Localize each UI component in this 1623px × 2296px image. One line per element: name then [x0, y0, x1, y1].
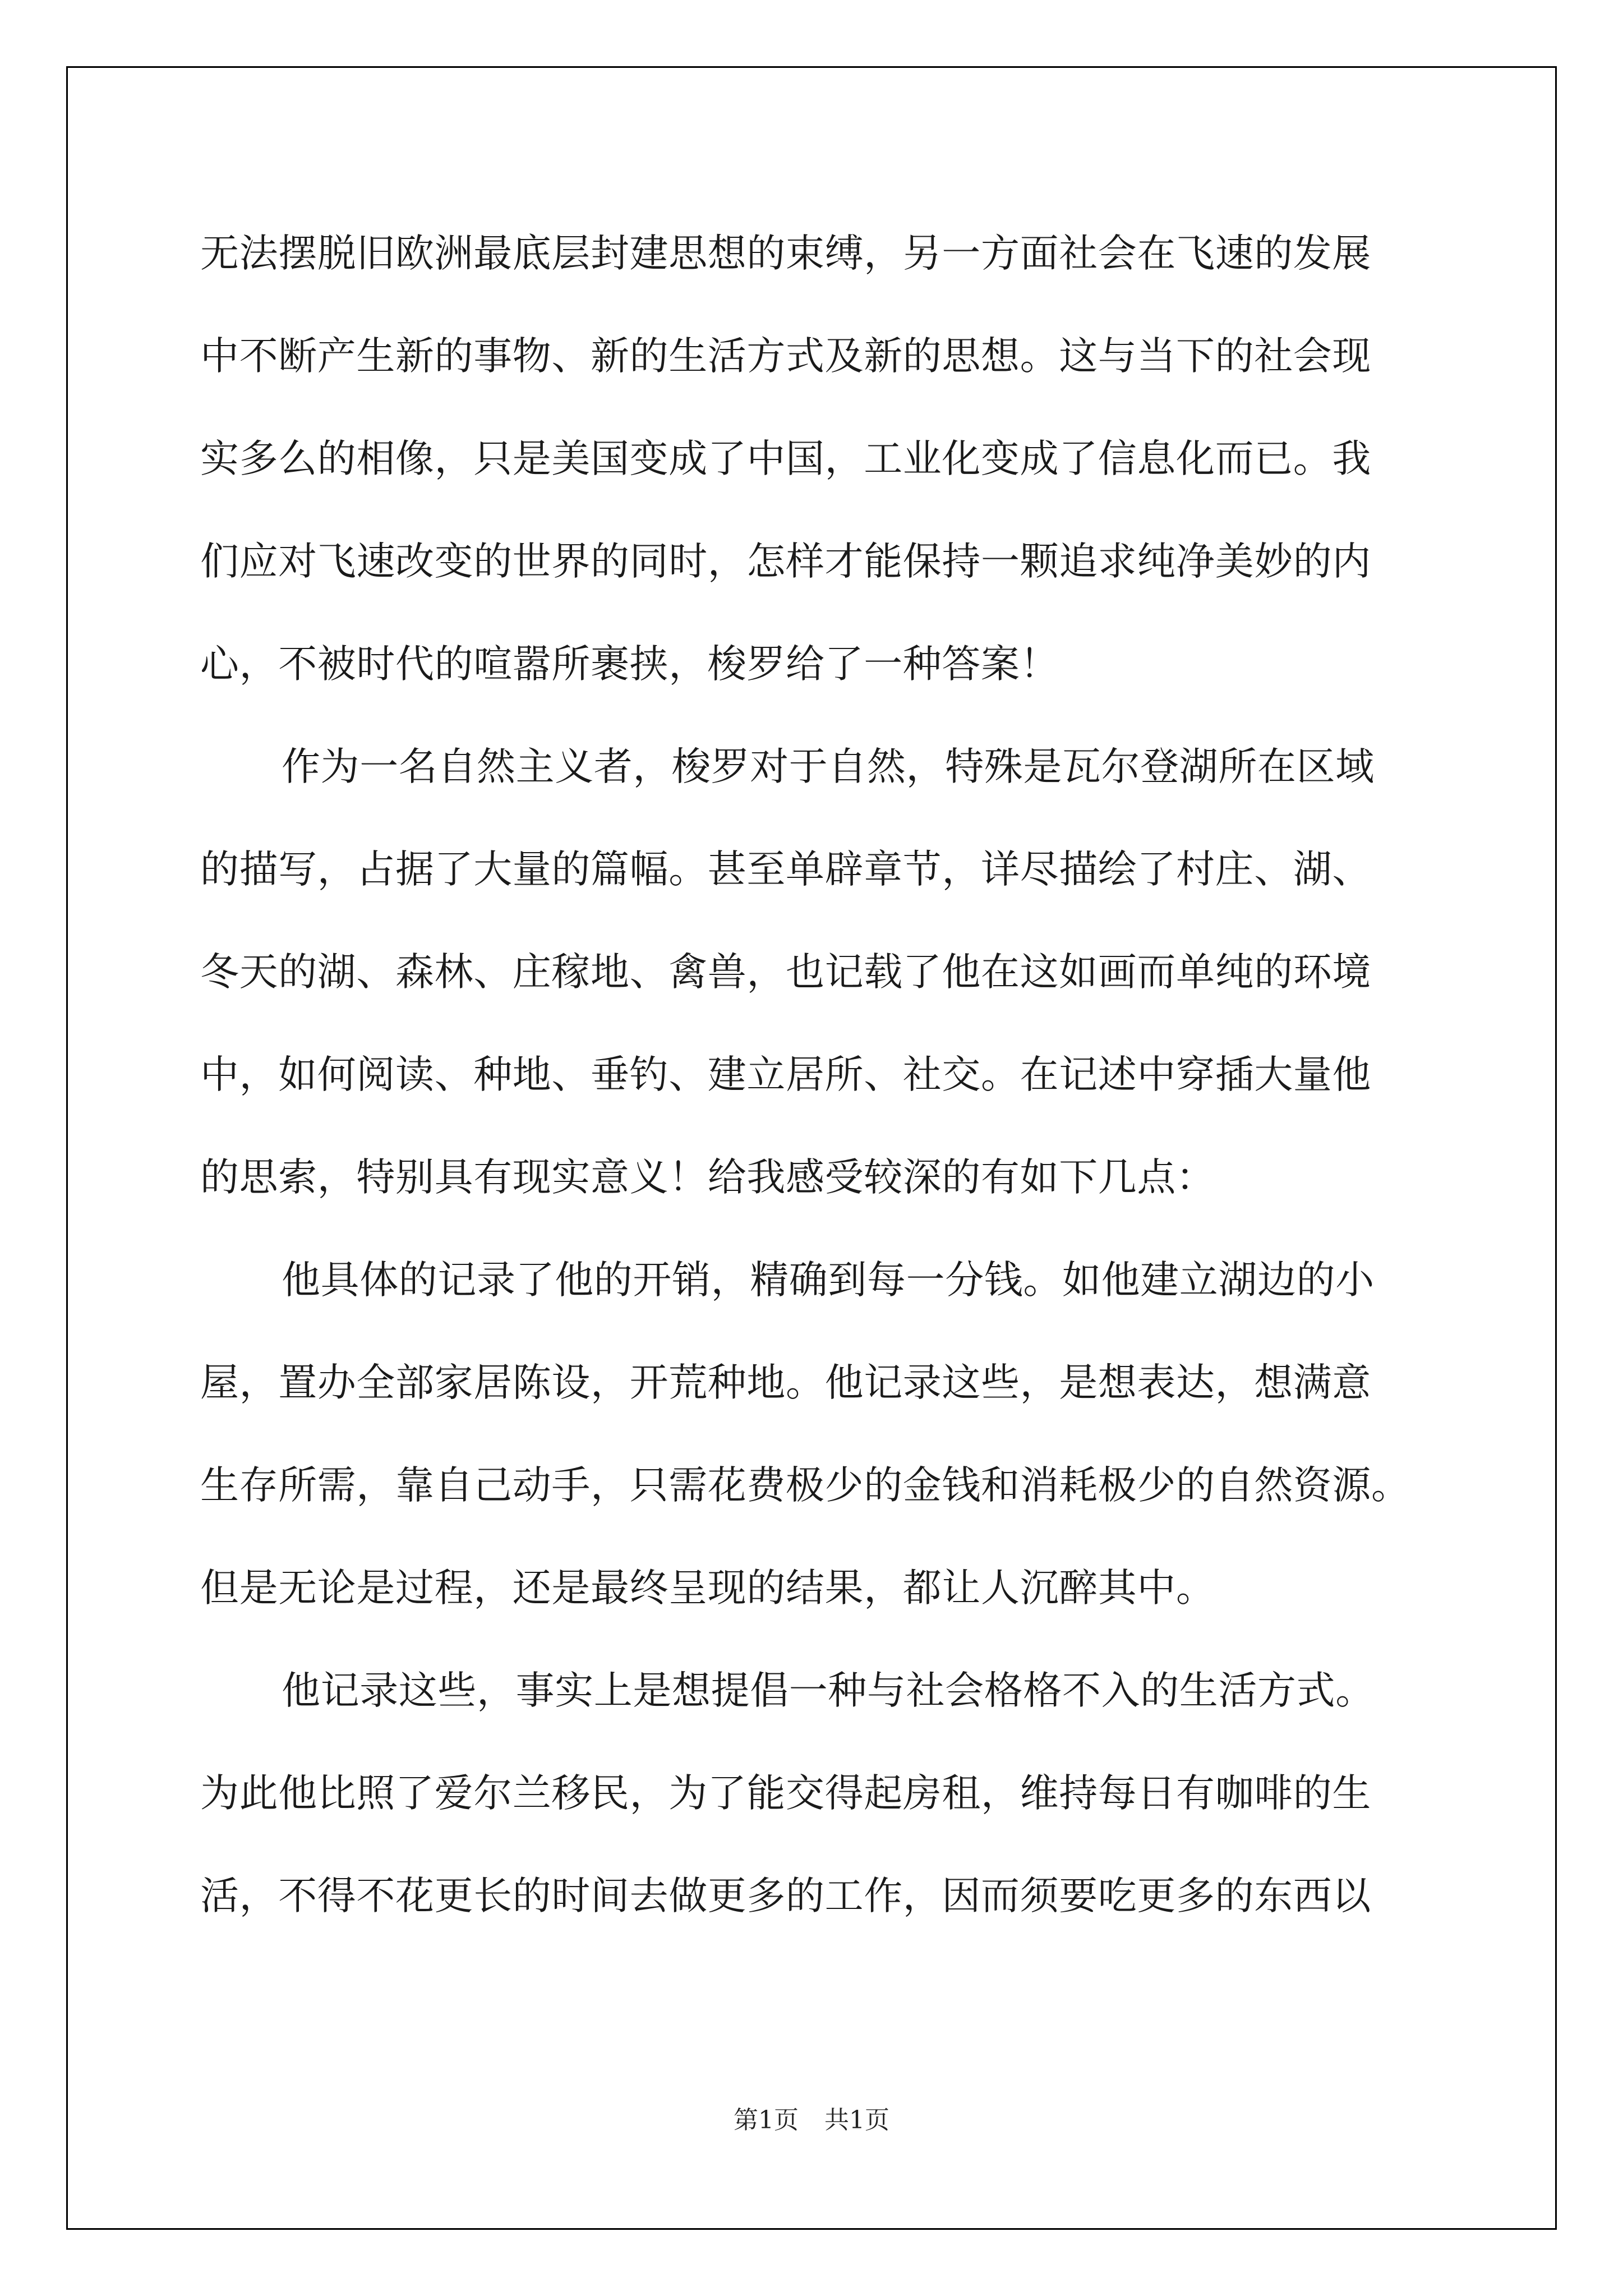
page-footer	[0, 2104, 1623, 2137]
text-line-10: 的思索，特别具有现实意义！给我感受较深的有如下几点：	[200, 1155, 1215, 1200]
text-line-17: 活，不得不花更长的时间去做更多的工作，因而须要吃更多的东西以	[200, 1874, 1371, 1918]
page-total: 共1页	[824, 2106, 889, 2134]
text-line-13: 生存所需，靠自己动手，只需花费极少的金钱和消耗极少的自然资源。	[200, 1463, 1410, 1508]
text-line-3: 实多么的相像，只是美国变成了中国，工业化变成了信息化而已。我	[200, 436, 1371, 481]
text-line-2: 中不断产生新的事物、新的生活方式及新的思想。这与当下的社会现	[200, 334, 1371, 379]
text-line-15: 他记录这些，事实上是想提倡一种与社会格格不入的生活方式。	[282, 1668, 1375, 1713]
text-line-7: 的描写，占据了大量的篇幅。甚至单辟章节，详尽描绘了村庄、湖、	[200, 847, 1371, 892]
text-line-5: 心，不被时代的喧嚣所裹挟，梭罗给了一种答案！	[200, 642, 1059, 687]
text-line-1: 无法摆脱旧欧洲最底层封建思想的束缚，另一方面社会在飞速的发展	[200, 231, 1371, 276]
text-line-14: 但是无论是过程，还是最终呈现的结果，都让人沉醉其中。	[200, 1566, 1215, 1611]
text-line-12: 屋，置办全部家居陈设，开荒种地。他记录这些，是想表达，想满意	[200, 1360, 1371, 1405]
text-line-4: 们应对飞速改变的世界的同时，怎样才能保持一颗追求纯净美妙的内	[200, 539, 1371, 584]
page-number: 第1页	[734, 2106, 799, 2134]
text-line-16: 为此他比照了爱尔兰移民，为了能交得起房租，维持每日有咖啡的生	[200, 1771, 1371, 1816]
text-line-9: 中，如何阅读、种地、垂钓、建立居所、社交。在记述中穿插大量他	[200, 1052, 1371, 1097]
text-line-8: 冬天的湖、森林、庄稼地、禽兽，也记载了他在这如画而单纯的环境	[200, 950, 1371, 995]
text-line-6: 作为一名自然主义者，梭罗对于自然，特殊是瓦尔登湖所在区域	[282, 744, 1375, 789]
text-line-11: 他具体的记录了他的开销，精确到每一分钱。如他建立湖边的小	[282, 1258, 1375, 1303]
